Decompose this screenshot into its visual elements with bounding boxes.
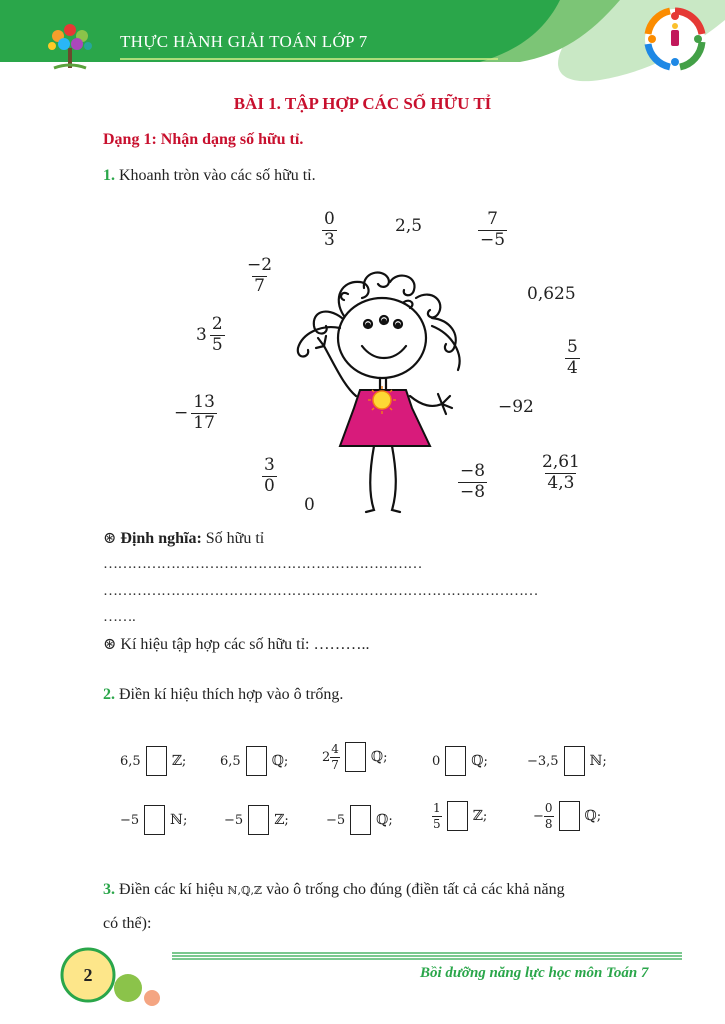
answer-box[interactable] — [350, 805, 371, 835]
bullet-icon: ⊛ — [103, 636, 117, 653]
q2-item-2-1: −5 ℕ ; — [120, 805, 187, 835]
q2-item-2-5: − $\frac{0}{8}$ ℚ ; — [533, 801, 602, 831]
page-number: 2 — [83, 965, 93, 985]
number-zero: 0 — [304, 495, 315, 515]
community-logo-icon — [642, 6, 708, 72]
number-neg2-over-7: $\frac{-2}{7}$ — [247, 255, 273, 296]
section-title: Dạng 1: Nhận dạng số hữu tỉ. — [103, 131, 304, 148]
question-3 — [103, 881, 565, 899]
number-mixed-3-2-5: 3 $\frac{2}{5}$ — [196, 314, 223, 355]
footer-rule — [172, 952, 682, 960]
question-3-text-before: Điền các kí hiệu — [119, 881, 224, 898]
definition-text: Số hữu tỉ — [205, 530, 265, 547]
number-7-over-neg5: $\frac{7}{-5}$ — [480, 209, 506, 250]
footer-text: Bồi dưỡng năng lực học môn Toán 7 — [420, 965, 649, 981]
definition-label: Định nghĩa: — [120, 530, 202, 547]
definition-blank-2[interactable]: ……………………………………………………………………………… — [103, 583, 538, 599]
question-1 — [103, 167, 316, 185]
question-3-symbols: ℕ,ℚ,ℤ — [227, 884, 263, 897]
header-title: THỰC HÀNH GIẢI TOÁN LỚP 7 — [120, 32, 368, 51]
answer-box[interactable] — [246, 746, 267, 776]
definition-line — [103, 528, 264, 548]
number-3-over-0: $\frac{3}{0}$ — [264, 455, 275, 496]
question-2-text: Điền kí hiệu thích hợp vào ô trống. — [119, 686, 344, 703]
q2-item-1-1: 6,5 ℤ ; — [120, 746, 186, 776]
bullet-icon: ⊛ — [103, 530, 117, 547]
symbol-line-text: Kí hiệu tập hợp các số hữu tỉ: ……….. — [120, 636, 370, 653]
question-1-number: 1. — [103, 167, 115, 184]
answer-box[interactable] — [559, 801, 580, 831]
number-neg92: −92 — [498, 397, 534, 417]
question-2-number: 2. — [103, 686, 115, 703]
number-neg8-over-neg8: $\frac{-8}{-8}$ — [460, 461, 486, 502]
q2-item-1-3: 2 $\frac{4}{7}$ ℚ ; — [322, 742, 388, 772]
number-0-over-3: $\frac{0}{3}$ — [324, 209, 335, 250]
answer-box[interactable] — [564, 746, 585, 776]
number-2-61-over-4-3: $\frac{2,61}{4,3}$ — [542, 452, 580, 493]
question-1-text: Khoanh tròn vào các số hữu tỉ. — [119, 167, 316, 184]
symbol-line — [103, 634, 370, 654]
number-0-625: 0,625 — [527, 284, 576, 304]
definition-blank-3[interactable]: ……. — [103, 609, 136, 625]
q2-item-2-2: −5 ℤ ; — [224, 805, 289, 835]
answer-box[interactable] — [248, 805, 269, 835]
answer-box[interactable] — [345, 742, 366, 772]
tree-logo-icon — [44, 22, 96, 72]
number-neg13-over-17: − $\frac{13}{17}$ — [174, 392, 215, 433]
girl-illustration — [282, 268, 474, 516]
question-2 — [103, 686, 343, 704]
q2-item-1-5: −3,5 ℕ ; — [527, 746, 607, 776]
number-5-over-4: $\frac{5}{4}$ — [567, 337, 578, 378]
question-3-line-2: có thể): — [103, 915, 152, 932]
definition-blank-1[interactable]: ………………………………………………………… — [103, 556, 422, 572]
answer-box[interactable] — [146, 746, 167, 776]
question-3-text-after: vào ô trống cho đúng (điền tất cả các khả năng — [266, 881, 565, 898]
number-2-5: 2,5 — [395, 216, 423, 236]
q2-item-1-2: 6,5 ℚ ; — [220, 746, 288, 776]
answer-box[interactable] — [445, 746, 466, 776]
answer-box[interactable] — [144, 805, 165, 835]
question-3-number: 3. — [103, 881, 115, 898]
answer-box[interactable] — [447, 801, 468, 831]
q2-item-2-3: −5 ℚ ; — [326, 805, 393, 835]
lesson-title: BÀI 1. TẬP HỢP CÁC SỐ HỮU TỈ — [233, 94, 492, 113]
q2-item-1-4: 0 ℚ ; — [432, 746, 488, 776]
q2-item-2-4: $\frac{1}{5}$ ℤ ; — [433, 801, 488, 831]
